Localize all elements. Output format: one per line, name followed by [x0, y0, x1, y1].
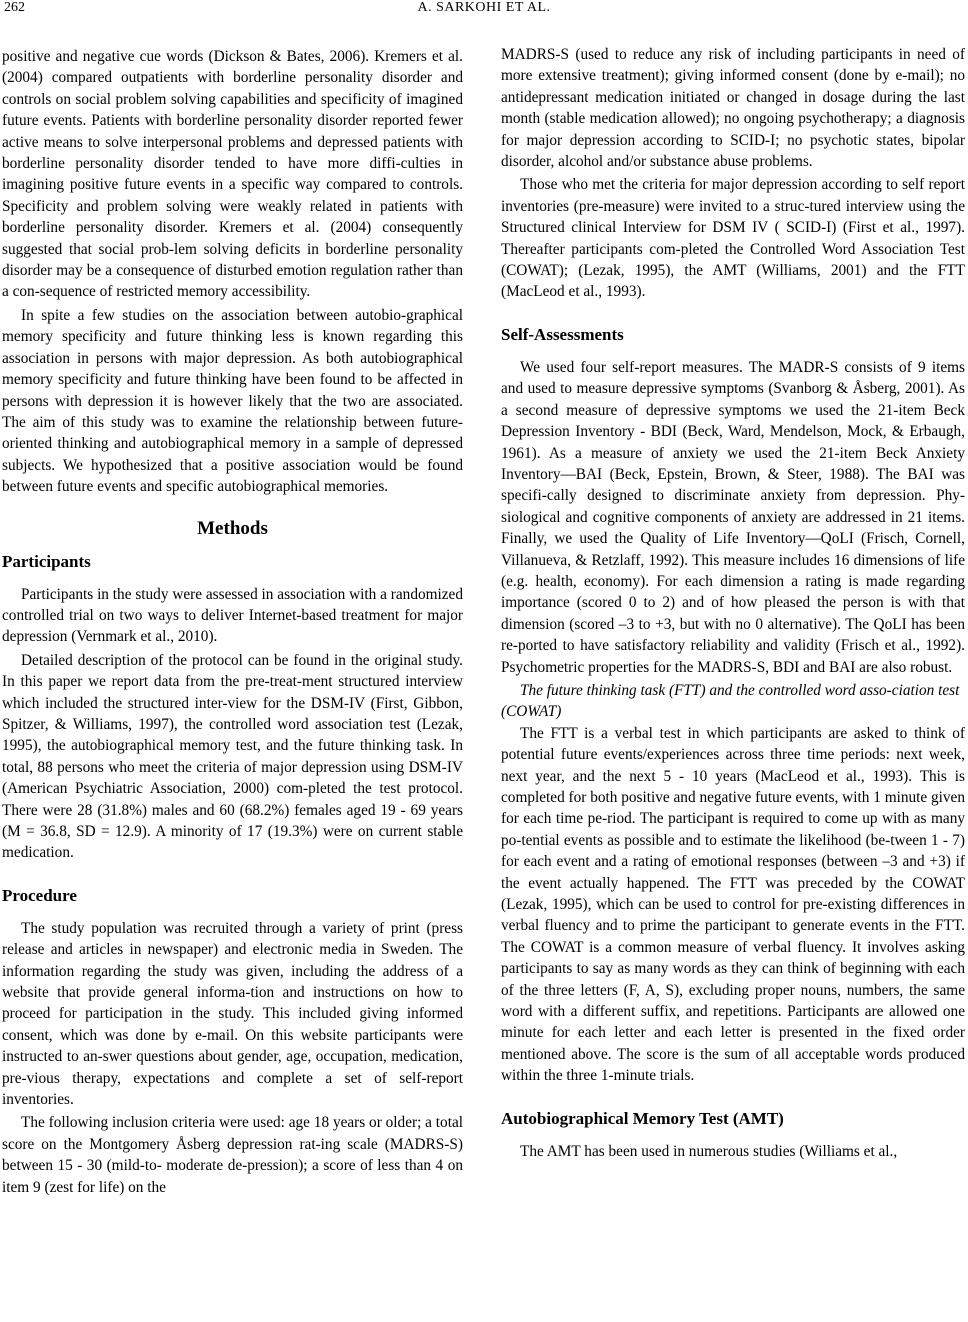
subsection-heading-self-assessments: Self-Assessments	[501, 324, 624, 344]
paragraph: positive and negative cue words (Dickson & Bates, 2006). Kremers et al. (2004) compared outpatients with borderline personality disorder and controls on social problem solving capabilities and specificity of imagined future events. Patients with borderline personality disorder reported fewer active means to solve interpersonal problems and depressed patients with borderline personality disorder tended to have more diffi-culties in imagining positive future events in a specific way compared to controls. Specificity and problem solving were weakly related in patients with borderline personality disorder. Kremers et al. (2004) consequently suggested that social prob-lem solving deficits in borderline personality disorder may be a consequence of disturbed emotion regulation rather than a con-sequence of restricted memory accessibility.	[2, 48, 463, 301]
page-number: 262	[4, 0, 25, 15]
subsection-heading-procedure: Procedure	[2, 885, 77, 905]
running-head: A. SARKOHI ET AL.	[417, 0, 551, 15]
paragraph: The FTT is a verbal test in which participants are asked to think of potential future events/experiences across three time periods: next week, next year, and the next 5 - 10 years (MacLeod et al., 1993). This is completed for both positive and negative future events, with 1 minute given for each time pe-riod. The participant is required to come up with as many po-tential events as possible and to estimate the likelihood (be-tween 1 - 7) for each event and a rating of emotional responses (between –3 and +3) if the event actually happened. The FTT was preceded by the COWAT (Lezak, 1995), which can be used to control for pre-existing differences in verbal fluency and to prime the participant to generate events in the FTT. The COWAT is a common measure of verbal fluency. It involves asking participants to say as many words as they can think of beginning with each of the three letters (F, A, S), excluding proper nouns, numbers, the same word with a different suffix, and repetitions. Participants are allowed one minute for each letter and each letter is presented in the fixed order mentioned above. The score is the sum of all acceptable words produced within the three 1-minute trials.	[501, 724, 965, 1085]
paragraph: The AMT has been used in numerous studies (Williams et al.,	[520, 1142, 898, 1160]
paragraph: Participants in the study were assessed in association with a randomized controlled trial on two ways to deliver Internet-based treatment for major depression (Vernmark et al., 2010).	[2, 585, 463, 646]
paragraph: In spite a few studies on the association between autobio-graphical memory specificity and future thinking less is known regarding this association in persons with major depression. As both autobiographical memory specificity and future thinking have been found to be affected in persons with depression it is however likely that the two are associated. The aim of this study was to examine the relationship between future-oriented thinking and autobiographical memory in a sample of depressed subjects. We hypothesized that a positive association would be found between future events and specific autobiographical memories.	[2, 306, 463, 496]
right-column	[501, 44, 965, 1162]
left-column	[2, 46, 463, 1198]
paragraph: Those who met the criteria for major depression according to self report inventories (pre-measure) were invited to a struc-tured interview using the Structured clinical Interview for DSM IV ( SCID-I) (First et al., 1997). Thereafter participants com-pleted the Controlled Word Association Test (COWAT); (Lezak, 1995), the AMT (Williams, 2001) and the FTT (MacLeod et al., 1993).	[501, 176, 965, 301]
paragraph: Detailed description of the protocol can be found in the original study. In this paper we report data from the pre-treat-ment structured interview which included the structured inter-view for the DSM-IV (First, Gibbon, Spitzer, & Williams, 1997), the controlled word association test (Lezak, 1995), the autobiographical memory test, and the future thinking task. In total, 88 persons who meet the criteria of major depression using DSM-IV (American Psychiatric Association, 2000) com-pleted the test protocol. There were 28 (31.8%) males and 60 (68.2%) females aged 19 - 69 years (M = 36.8, SD = 12.9). A minority of 17 (19.3%) were on current stable medication.	[2, 651, 463, 862]
page-header	[0, 0, 968, 22]
paragraph: MADRS-S (used to reduce any risk of including participants in need of more extensive treatment); giving informed consent (done by e-mail); no antidepressant medication initiated or changed in dosage during the last month (stable medication allowed); no ongoing psychotherapy; a diagnosis for major depression according to SCID-I; no psychotic states, bipolar disorder, alcohol and/or substance abuse problems.	[501, 46, 965, 171]
subsubsection-heading-ftt-cowat: The future thinking task (FTT) and the controlled word asso-ciation test (COWAT)	[501, 681, 960, 721]
section-heading-methods: Methods	[197, 517, 268, 539]
subsection-heading-participants: Participants	[2, 551, 91, 571]
paragraph: The following inclusion criteria were used: age 18 years or older; a total score on the Montgomery Åsberg depression rat-ing scale (MADRS-S) between 15 - 30 (mild-to- moderate de-pression); a score of less than 4 on item 9 (zest for life) on the	[2, 1114, 463, 1196]
paragraph: The study population was recruited through a variety of print (press release and articles in newspaper) and electronic media in Sweden. The information regarding the study was given, including the address of a website that provide general informa-tion and instructions on how to proceed for participation in the study. This included giving informed consent, which was done by e-mail. On this website participants were instructed to an-swer questions about gender, age, occupation, medication, pre-vious therapy, expectations and complete a set of self-report inventories.	[2, 919, 463, 1109]
paragraph: We used four self-report measures. The MADR-S consists of 9 items and used to measure depressive symptoms (Svanborg & Åsberg, 2001). As a second measure of depressive symptoms we used the 21-item Beck Depression Inventory - BDI (Beck, Ward, Mendelson, Mock, & Erbaugh, 1961). As a measure of anxiety we used the 21-item Beck Anxiety Inventory—BAI (Beck, Epstein, Brown, & Steer, 1988). The BAI was specifi-cally designed to discriminate anxiety from depression. Phy-siological and cognitive components of anxiety are addressed in 21 items. Finally, we used the Quality of Life Inventory—QoLI (Frisch, Cornell, Villanueva, & Retzlaff, 1992). This measure includes 16 dimensions of life (e.g. health, economy). For each dimension a rating is made regarding importance (scored 0 to 2) and of how pleased the person is with that dimension (scored –3 to +3, but with no 0 alternative). The QoLI has been re-ported to have satisfactory reliability and validity (Frisch et al., 1992). Psychometric properties for the MADRS-S, BDI and BAI are also robust.	[501, 358, 965, 676]
subsection-heading-amt: Autobiographical Memory Test (AMT)	[501, 1108, 784, 1128]
